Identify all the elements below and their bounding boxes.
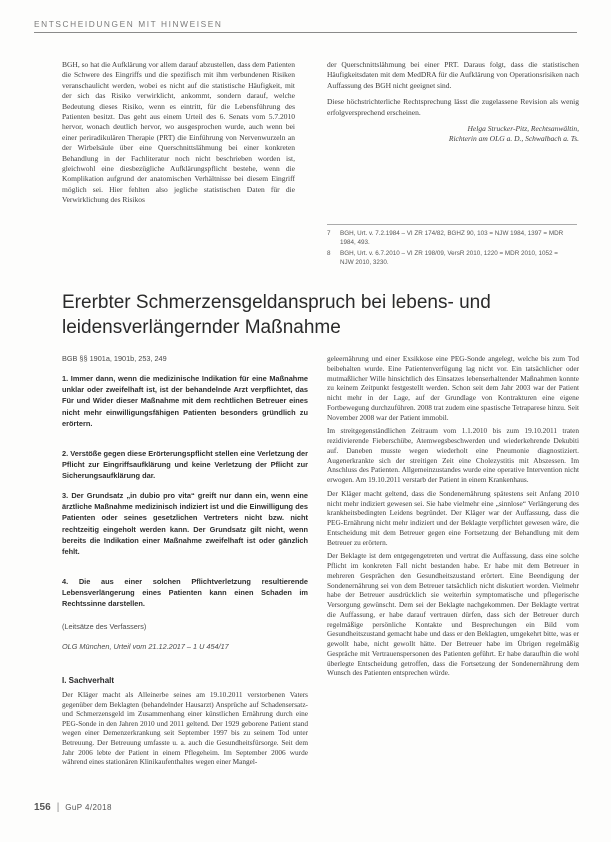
footnote [327,250,577,267]
author-signature [327,124,579,145]
article-title-line: leidensverlängernder Maßnahme [62,317,341,338]
article-title [62,290,582,340]
facts-paragraph: Der Beklagte ist dem entgegengetreten und vertrat die Auffassung, dass eine solche Pflicht im konkreten Fall nicht bestanden habe. Er habe mit dem Betreuer in mehreren Gesprächen den Gesundheitszustand erörtert. Eine Beendigung der Sondenernährung sei von dem Betreuer tatsächlich nicht diskutiert worden. Vielmehr habe der Betreuer ausdrücklich sie weiterhin symptomatische und pflegerische Versorgung gewünscht. Dem sei der Beklagte nachgekommen. Der Beklagte vertrat die Auffassung, er habe darauf vertrauen dürfen, dass sich der Betreuer durch regelmäßige persönliche Kontakte und Besprechungen ein Bild vom Gesundheitszustand gemacht habe und dass er den Beklagten, umgekehrt bitte, was er gewollt habe, nicht gewollt hätte. Der Betreuer habe im Übrigen regelmäßig Gespräche mit Vertrauenspersonen des Patienten geführt. Er habe daraufhin die wohl überlegte Entscheidung getroffen, dass die Fortsetzung der Sondenernährung dem Wunsch des Patienten entsprechen würde. [327,551,579,678]
facts-paragraph: geleernährung und einer Exsikkose eine PEG-Sonde angelegt, welche bis zum Tod beibehalten wurde. Eine Patientenverfügung lag nicht vor. Ein tatsächlicher oder mutmaßlicher Wille hinsichtlich des Einsatzes lebenserhaltender Maßnahmen konnte zu keinem Zeitpunkt festgestellt werden. Schon seit dem Jahr 2003 war der Patient nicht mehr in der Lage, auf der Grundlage von Kontrakturen eine eigene Fortbewegung durchzuführen. 2008 trat zudem eine spastische Tetraparese hinzu. Seit November 2008 war der Patient immobil. [327,354,579,422]
author-title: Richterin am OLG a. D., Schwalbach a. Ts. [448,134,579,144]
guiding-principle-2: 2. Verstöße gegen diese Erörterungspflicht stellen eine Verletzung der Pflicht zur Eingriffsaufklärung und keine Verletzung der Pflicht zur Sicherungsaufklärung dar. [62,449,309,481]
facts-paragraph: Der Kläger macht geltend, dass die Sondenernährung spätestens seit Anfang 2010 nicht mehr indiziert gewesen sei. Sie habe vielmehr eine „sinnlose“ Verlängerung des krankheitsbedingten Leidens begründet. Der Kläger war der Auffassung, dass die PEG-Ernährung nicht mehr indiziert und der Beklagte verpflichtet gewesen wäre, die Entscheidung mit dem Betreuer gegen eine Fortsetzung der Behandlung mit dem Betreuer zu erörtern. [327,488,579,547]
legal-reference: BGB §§ 1901a, 1901b, 253, 249 [62,354,167,363]
facts-paragraph: Der Kläger macht als Alleinerbe seines am 19.10.2011 verstorbenen Vaters gegenüber dem Beklagten (behandelnder Hausarzt) Ansprüche auf Schadensersatz- und Schmerzensgeld im Zusammenhang einer künstlichen Ernährung durch eine PEG-Sonde in den Jahren 2010 und 2011 geltend. Der 1929 geborene Patient stand wegen einer Demenzerkrankung seit September 1997 bis zu seinem Tod unter Betreuung. Der Betreuung umfasste u. a. auch die Gesundheitsfürsorge. Seit dem Jahr 2006 lebte der Patient in einem Pflegeheim. Im September 2006 wurde während eines stationären Klinikaufenthaltes wegen einer Mangel- [62,690,308,767]
facts-paragraph: Im streitgegenständlichen Zeitraum vom 1.1.2010 bis zum 19.10.2011 traten rezidivierende Fieberschübe, Atemwegsbeschwerden und wiederkehrende Dekubiti auf. Daneben musste wegen wiederholt eine Pneumonie diagnostiziert. Augenerkrankte sich der streitigen Zeit eine Cholezystitis mit Abszessen. Im Anschluss des Patienten. Allgemeinzustandes wurde eine operative Intervention nicht erwogen. Am 19.10.2011 verstarb der Patient in einem Krankenhaus. [327,426,579,484]
section-label: ENTSCHEIDUNGEN MIT HINWEISEN [34,19,223,29]
footnote-divider [327,224,577,225]
running-header [34,8,577,33]
section-heading: I. Sachverhalt [62,676,115,685]
page-footer [34,802,112,813]
facts-right-column [327,354,579,682]
footnote-text: BGH, Urt. v. 7.2.1984 – VI ZR 174/82, BGHZ 90, 103 = NJW 1984, 1397 = MDR 1984, 493. [340,230,564,246]
author-name: Helga Strucker-Pitz, Rechtsanwältin, [467,124,579,134]
previous-article-right-column [327,60,579,145]
page-number: 156 [34,802,51,813]
guiding-principle-4: 4. Die aus einer solchen Pflichtverletzung resultierende Lebensverlängerung eines Patienten kann einen Schaden im Rechtssinne darstellen. [62,577,308,609]
footnote-number: 8 [327,250,331,257]
footnote [327,230,577,247]
guiding-principle-1: 1. Immer dann, wenn die medizinische Indikation für eine Maßnahme unklar oder zweifelhaft ist, ist der behandelnde Arzt verpflichtet, das Für und Wider dieser Maßnahme mit dem rechtlichen Betreuer eines nicht mehr einwilligungsfähigen Patienten besonders gründlich zu erörtern. [62,374,308,428]
court-decision: OLG München, Urteil vom 21.12.2017 – 1 U 454/17 [62,642,229,651]
article-title-line: Ererbter Schmerzensgeldanspruch bei lebens- und [62,292,491,313]
journal-issue: GuP 4/2018 [65,803,112,812]
previous-article-text: BGH, so hat die Aufklärung vor allem darauf abzustellen, dass dem Patienten die Schwere des Eingriffs und die spezifisch mit ihm verbundenen Risiken veranschaulicht werden, wobei es nicht auf die statistische Häufigkeit, mit der sich das Risiko verwirklicht, ankommt, sondern darauf, welche Bedeutung dieses Risiko, wenn es eintritt, für die Lebensführung des Patienten besitzt. Das geht aus einem Urteil des 6. Senats vom 5.7.2010 hervor, wonach deutlich hervor, wo ausgesprochen wurde, auch wenn bei einer periradikulären Therapie (PRT) die Einführung von Nervenwurzeln an der Wirbelsäule über eine Querschnittslähmung bei einer konkreten Behandlung in der Fachliteratur noch nicht beschrieben worden ist, gleichwohl eine diesbezügliche Aufklärungspflicht bestehe, wenn die Komplikation aufgrund der anatomischen Verhältnisse bei diesem Eingriff möglich sei. Hier fehlten also jegliche statistischen Daten für die Verwirklichung des Risikos [62,60,295,205]
previous-article-paragraph: Diese höchstrichterliche Rechtsprechung lässt die zugelassene Revision als wenig erfolgversprechend erscheinen. [327,97,579,117]
footer-separator: | [56,802,60,813]
footnote-text: BGH, Urt. v. 6.7.2010 – VI ZR 198/09, VersR 2010, 1220 = MDR 2010, 1052 = NJW 2010, 3230. [340,250,558,266]
footnote-number: 7 [327,230,331,237]
facts-left-column [62,690,308,767]
principles-source: (Leitsätze des Verfassers) [62,622,147,631]
previous-article-paragraph: der Querschnittslähmung bei einer PRT. Daraus folgt, dass die statistischen Häufigkeitsdaten mit dem MedDRA für die Aufklärung von Operationsrisiken nach Auffassung des BGH nicht geeignet sind. [327,60,579,90]
previous-article-left-column [62,60,295,206]
guiding-principle-3: 3. Der Grundsatz „in dubio pro vita“ greift nur dann ein, wenn eine ärztliche Maßnahme medizinisch indiziert ist und die Einwilligung des Patienten oder seines gesetzlichen Vertreters nicht bzw. nicht rechtzeitig eingeholt werden kann. Der Grundsatz gilt nicht, wenn bereits die Indikation einer Maßnahme zweifelhaft ist oder gänzlich fehlt. [62,491,308,557]
